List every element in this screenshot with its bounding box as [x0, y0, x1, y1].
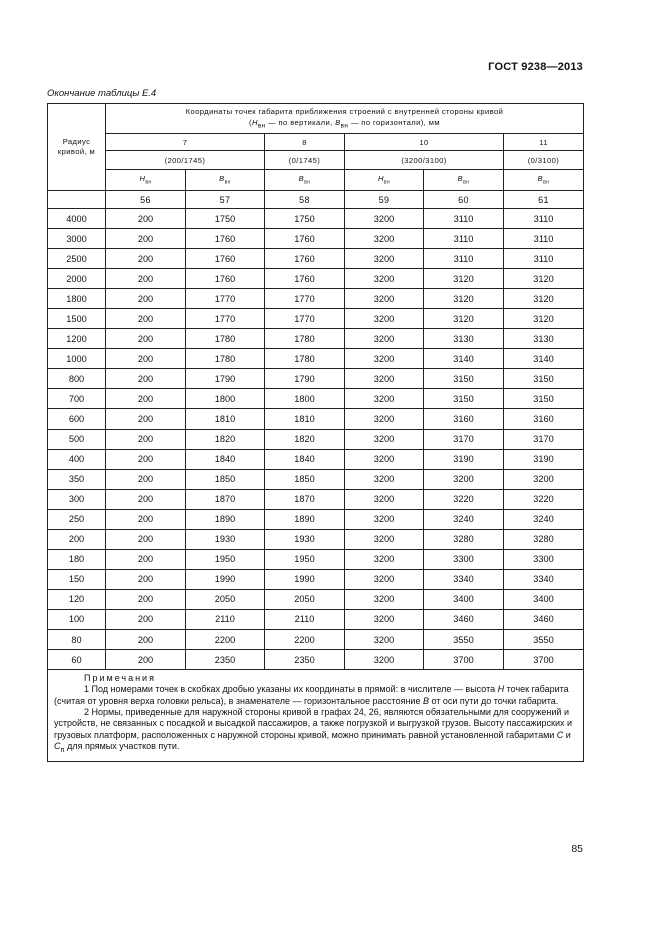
- header-b-var: B: [335, 117, 341, 127]
- value-cell: 3200: [345, 549, 424, 569]
- value-cell: 3150: [504, 369, 584, 389]
- value-cell: 3160: [504, 409, 584, 429]
- radius-cell: 150: [48, 569, 106, 589]
- header-title-end: — по горизонтали), мм: [348, 117, 440, 127]
- value-cell: 1950: [186, 549, 265, 569]
- value-cell: 1760: [186, 249, 265, 269]
- value-cell: 3220: [504, 489, 584, 509]
- radius-cell: 1800: [48, 289, 106, 309]
- value-cell: 3120: [504, 309, 584, 329]
- value-cell: 1780: [186, 329, 265, 349]
- value-cell: 1760: [265, 249, 345, 269]
- radius-cell: 80: [48, 629, 106, 649]
- value-cell: 2350: [186, 650, 265, 670]
- column-number: 61: [504, 191, 584, 209]
- table-row: [48, 549, 584, 569]
- table-row: [48, 329, 584, 349]
- note-2-cn-sub: п: [60, 744, 65, 754]
- variable-subscript: вн: [383, 179, 391, 186]
- table-row: [48, 650, 584, 670]
- value-cell: 1840: [265, 449, 345, 469]
- value-cell: 200: [106, 269, 186, 289]
- variable-letter: B: [219, 174, 225, 184]
- value-cell: 200: [106, 449, 186, 469]
- value-cell: 3190: [504, 449, 584, 469]
- value-cell: 200: [106, 349, 186, 369]
- radius-cell: 4000: [48, 209, 106, 229]
- value-cell: 2110: [186, 609, 265, 629]
- header-h-sub: вн: [257, 122, 266, 130]
- value-cell: 2110: [265, 609, 345, 629]
- radius-label-line1: Радиус: [62, 137, 91, 146]
- radius-cell: 400: [48, 449, 106, 469]
- value-cell: 200: [106, 289, 186, 309]
- column-number: 58: [265, 191, 345, 209]
- value-cell: 1870: [186, 489, 265, 509]
- value-cell: 1780: [265, 329, 345, 349]
- radius-cell: 1000: [48, 349, 106, 369]
- standard-designation: ГОСТ 9238—2013: [488, 61, 583, 73]
- value-cell: 1850: [186, 469, 265, 489]
- value-cell: 2350: [265, 650, 345, 670]
- value-cell: 1770: [186, 309, 265, 329]
- value-cell: 200: [106, 229, 186, 249]
- value-cell: 3700: [424, 650, 504, 670]
- radius-label-line2: кривой, м: [57, 147, 96, 156]
- table-row: [48, 389, 584, 409]
- value-cell: 3170: [424, 429, 504, 449]
- value-cell: 3110: [504, 249, 584, 269]
- radius-cell: 100: [48, 609, 106, 629]
- value-cell: 1800: [265, 389, 345, 409]
- value-cell: 1790: [265, 369, 345, 389]
- value-cell: 200: [106, 509, 186, 529]
- value-cell: 3280: [504, 529, 584, 549]
- value-cell: 3200: [345, 429, 424, 449]
- value-cell: 3240: [504, 509, 584, 529]
- value-cell: 200: [106, 309, 186, 329]
- value-cell: 3120: [424, 269, 504, 289]
- point-number: 11: [504, 134, 584, 151]
- value-cell: 200: [106, 429, 186, 449]
- variable-subscript: вн: [224, 179, 231, 186]
- table-row: [48, 209, 584, 229]
- value-cell: 3170: [504, 429, 584, 449]
- radius-cell: 1500: [48, 309, 106, 329]
- value-cell: 200: [106, 489, 186, 509]
- value-cell: 200: [106, 389, 186, 409]
- variable-letter: B: [457, 174, 464, 184]
- point-coordinates: (0/1745): [265, 151, 345, 170]
- value-cell: 200: [106, 529, 186, 549]
- value-cell: 3700: [504, 650, 584, 670]
- value-cell: 200: [106, 569, 186, 589]
- value-cell: 3200: [345, 469, 424, 489]
- value-cell: 3200: [345, 629, 424, 649]
- table-row: [48, 529, 584, 549]
- variable-subscript: вн: [304, 179, 311, 186]
- radius-cell: 300: [48, 489, 106, 509]
- table-row: [48, 229, 584, 249]
- value-cell: 3200: [345, 529, 424, 549]
- note-1-text-a: 1 Под номерами точек в скобках дробью указаны их координаты в прямой: в числителе — высота: [84, 684, 498, 695]
- point-coordinates: (3200/3100): [345, 151, 504, 170]
- radius-cell: 500: [48, 429, 106, 449]
- point-number: 8: [265, 134, 345, 151]
- value-cell: 3340: [424, 569, 504, 589]
- variable-header: [424, 170, 504, 191]
- value-cell: 3130: [424, 329, 504, 349]
- table-row: [48, 289, 584, 309]
- value-cell: 3200: [345, 409, 424, 429]
- table-row: [48, 489, 584, 509]
- value-cell: 3140: [424, 349, 504, 369]
- coordinates-header: [106, 104, 584, 134]
- value-cell: 3200: [345, 569, 424, 589]
- value-cell: 2050: [186, 589, 265, 609]
- table-row: [48, 409, 584, 429]
- value-cell: 3200: [345, 609, 424, 629]
- value-cell: 1760: [186, 269, 265, 289]
- value-cell: 1820: [186, 429, 265, 449]
- radius-cell: 800: [48, 369, 106, 389]
- value-cell: 200: [106, 609, 186, 629]
- value-cell: 3150: [504, 389, 584, 409]
- value-cell: 200: [106, 209, 186, 229]
- note-2-text-a: 2 Нормы, приведенные для наружной стороны кривой в графах 24, 26, являются обязательными для сооружений и устройств, не связанных с посадкой и высадкой пассажиров, а также погрузкой и выгрузкой грузов. Высоту пассажирских и грузовых платформ, расположенных с наружной стороны кривой, можно принимать равной установленной габаритами: [54, 706, 573, 740]
- value-cell: 2200: [265, 629, 345, 649]
- value-cell: 1770: [186, 289, 265, 309]
- value-cell: 3160: [424, 409, 504, 429]
- value-cell: 1760: [265, 229, 345, 249]
- value-cell: 3220: [424, 489, 504, 509]
- radius-cell: 120: [48, 589, 106, 609]
- value-cell: 3140: [504, 349, 584, 369]
- table-row: [48, 609, 584, 629]
- table-row: [48, 589, 584, 609]
- note-1-b-var: B: [422, 695, 429, 706]
- table-row: [48, 269, 584, 289]
- value-cell: 1780: [186, 349, 265, 369]
- value-cell: 3150: [424, 369, 504, 389]
- value-cell: 1990: [265, 569, 345, 589]
- variable-header: [265, 170, 345, 191]
- radius-cell: 1200: [48, 329, 106, 349]
- value-cell: 3280: [424, 529, 504, 549]
- radius-cell: 2000: [48, 269, 106, 289]
- value-cell: 1820: [265, 429, 345, 449]
- value-cell: 3200: [345, 349, 424, 369]
- value-cell: 3110: [424, 229, 504, 249]
- point-number: 7: [106, 134, 265, 151]
- value-cell: 1750: [186, 209, 265, 229]
- radius-cell: 200: [48, 529, 106, 549]
- value-cell: 3200: [345, 329, 424, 349]
- value-cell: 1800: [186, 389, 265, 409]
- value-cell: 3120: [424, 289, 504, 309]
- value-cell: 1780: [265, 349, 345, 369]
- table-row: [48, 369, 584, 389]
- value-cell: 3200: [345, 229, 424, 249]
- value-cell: 3150: [424, 389, 504, 409]
- header-h-var: H: [251, 117, 258, 127]
- point-coordinates: (0/3100): [504, 151, 584, 170]
- radius-cell: 2500: [48, 249, 106, 269]
- value-cell: 3200: [345, 269, 424, 289]
- variable-subscript: вн: [463, 179, 470, 186]
- value-cell: 3460: [424, 609, 504, 629]
- value-cell: 3200: [345, 589, 424, 609]
- radius-cell: 250: [48, 509, 106, 529]
- value-cell: 3300: [424, 549, 504, 569]
- column-number: 60: [424, 191, 504, 209]
- value-cell: 200: [106, 650, 186, 670]
- table-row: [48, 569, 584, 589]
- column-number: 57: [186, 191, 265, 209]
- value-cell: 3120: [504, 289, 584, 309]
- table-body: [48, 209, 584, 670]
- variable-letter: B: [298, 174, 305, 184]
- value-cell: 1870: [265, 489, 345, 509]
- value-cell: 3200: [345, 509, 424, 529]
- value-cell: 3130: [504, 329, 584, 349]
- note-1-text-b: точек габарита (считая от уровня верха головки рельса), в знаменателе — горизонтальное расстояние: [54, 684, 569, 706]
- variable-letter: H: [377, 174, 384, 184]
- radius-cell: 3000: [48, 229, 106, 249]
- value-cell: 3120: [504, 269, 584, 289]
- value-cell: 200: [106, 629, 186, 649]
- radius-column-blank: [48, 191, 106, 209]
- table-row: [48, 449, 584, 469]
- value-cell: 3400: [424, 589, 504, 609]
- value-cell: 1930: [186, 529, 265, 549]
- gauge-table-container: [47, 103, 583, 762]
- value-cell: 2200: [186, 629, 265, 649]
- value-cell: 200: [106, 469, 186, 489]
- value-cell: 1790: [186, 369, 265, 389]
- value-cell: 3110: [424, 249, 504, 269]
- note-2-c-var: C: [556, 729, 564, 740]
- value-cell: 200: [106, 369, 186, 389]
- table-caption: Окончание таблицы Е.4: [47, 88, 157, 99]
- note-2-text-d: и: [563, 729, 571, 740]
- value-cell: 3200: [345, 209, 424, 229]
- value-cell: 3340: [504, 569, 584, 589]
- value-cell: 1810: [265, 409, 345, 429]
- radius-cell: 350: [48, 469, 106, 489]
- notes-title: Примечания: [84, 673, 156, 684]
- page-number: 85: [571, 843, 583, 855]
- note-1-h-var: H: [497, 684, 505, 695]
- value-cell: 3200: [345, 449, 424, 469]
- radius-cell: 60: [48, 650, 106, 670]
- table-row: [48, 629, 584, 649]
- variable-header: [504, 170, 584, 191]
- value-cell: 3190: [424, 449, 504, 469]
- point-number: 10: [345, 134, 504, 151]
- column-number: 59: [345, 191, 424, 209]
- header-title-line1: Координаты точек габарита приближения строений с внутренней стороны кривой: [185, 106, 504, 116]
- table-row: [48, 509, 584, 529]
- value-cell: 3200: [504, 469, 584, 489]
- table-row: [48, 309, 584, 329]
- value-cell: 3110: [424, 209, 504, 229]
- value-cell: 3200: [345, 489, 424, 509]
- table-row: [48, 469, 584, 489]
- note-2-cn-var: C: [54, 740, 61, 751]
- radius-header: [48, 104, 106, 191]
- value-cell: 3200: [345, 289, 424, 309]
- value-cell: 1770: [265, 289, 345, 309]
- table-row: [48, 349, 584, 369]
- variable-header: [106, 170, 186, 191]
- variable-subscript: вн: [145, 179, 152, 186]
- point-coordinates: (200/1745): [106, 151, 265, 170]
- value-cell: 3550: [504, 629, 584, 649]
- variable-letter: H: [139, 174, 146, 184]
- value-cell: 3110: [504, 229, 584, 249]
- value-cell: 3240: [424, 509, 504, 529]
- value-cell: 1890: [265, 509, 345, 529]
- header-b-sub: вн: [340, 122, 349, 130]
- variable-header: [186, 170, 265, 191]
- variable-subscript: вн: [543, 179, 550, 186]
- value-cell: 3550: [424, 629, 504, 649]
- value-cell: 1840: [186, 449, 265, 469]
- value-cell: 200: [106, 549, 186, 569]
- value-cell: 200: [106, 249, 186, 269]
- value-cell: 3200: [345, 650, 424, 670]
- value-cell: 3110: [504, 209, 584, 229]
- gauge-table: [47, 103, 584, 762]
- value-cell: 3120: [424, 309, 504, 329]
- note-1-text-c: от оси пути до точки габарита.: [428, 695, 559, 706]
- value-cell: 1750: [265, 209, 345, 229]
- radius-cell: 700: [48, 389, 106, 409]
- value-cell: 200: [106, 589, 186, 609]
- value-cell: 1770: [265, 309, 345, 329]
- value-cell: 1760: [186, 229, 265, 249]
- value-cell: 1950: [265, 549, 345, 569]
- radius-cell: 180: [48, 549, 106, 569]
- value-cell: 3460: [504, 609, 584, 629]
- column-number: 56: [106, 191, 186, 209]
- table-row: [48, 249, 584, 269]
- note-1: [54, 684, 577, 707]
- value-cell: 3200: [345, 369, 424, 389]
- value-cell: 1810: [186, 409, 265, 429]
- value-cell: 1850: [265, 469, 345, 489]
- value-cell: 1930: [265, 529, 345, 549]
- variable-letter: B: [537, 174, 544, 184]
- value-cell: 3200: [424, 469, 504, 489]
- table-row: [48, 429, 584, 449]
- value-cell: 3200: [345, 249, 424, 269]
- radius-cell: 600: [48, 409, 106, 429]
- value-cell: 3300: [504, 549, 584, 569]
- header-title-mid: — по вертикали,: [265, 117, 336, 127]
- table-notes: [48, 670, 584, 762]
- value-cell: 1760: [265, 269, 345, 289]
- note-2-text-e: для прямых участков пути.: [64, 740, 180, 751]
- value-cell: 1890: [186, 509, 265, 529]
- value-cell: 1990: [186, 569, 265, 589]
- variable-header: [345, 170, 424, 191]
- value-cell: 2050: [265, 589, 345, 609]
- note-2: [54, 707, 577, 755]
- value-cell: 3200: [345, 389, 424, 409]
- value-cell: 3200: [345, 309, 424, 329]
- value-cell: 200: [106, 329, 186, 349]
- header-title-paren: (: [249, 117, 252, 127]
- value-cell: 200: [106, 409, 186, 429]
- value-cell: 3400: [504, 589, 584, 609]
